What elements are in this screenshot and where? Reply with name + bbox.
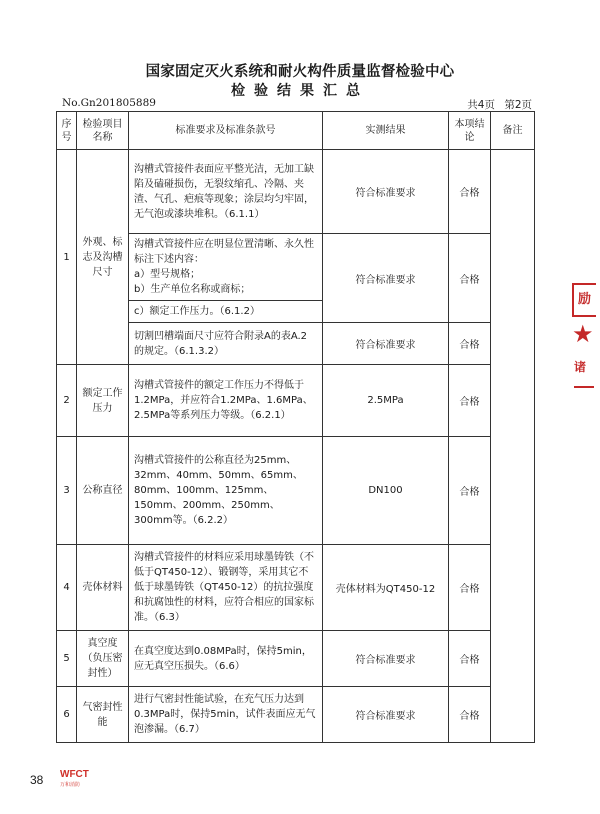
header-no: 序号: [57, 112, 77, 150]
row-requirement: 沟槽式管接件表面应平整光洁，无加工缺陷及磕碰损伤，无裂纹缩孔、冷隔、夹渣、气孔、疤痕等现象；涂层均匀牢固，无气泡或漆块堆积。（6.1.1）: [129, 150, 323, 234]
header-remark: 备注: [491, 112, 535, 150]
seal-star-icon: ★: [572, 320, 594, 348]
header-conclusion: 本项结论: [449, 112, 491, 150]
row-conclusion: 合格: [449, 150, 491, 234]
row-result: 符合标准要求: [323, 150, 449, 234]
company-logo: [60, 769, 98, 787]
row-requirement: 在真空度达到0.08MPa时，保持5min，应无真空压损失。（6.6）: [129, 631, 323, 687]
row-requirement: 沟槽式管接件的材料应采用球墨铸铁（不低于QT450-12）、锻钢等，采用其它不低于球墨铸铁（QT450-12）的抗拉强度和抗腐蚀性的材料，应符合相应的国家标准。（6.3）: [129, 545, 323, 631]
header-result: 实测结果: [323, 112, 449, 150]
page-info: 共4页 第2页: [467, 99, 532, 111]
logo-text: WFCT: [60, 769, 89, 780]
row-conclusion: 合格: [449, 687, 491, 743]
row-result: 2.5MPa: [323, 365, 449, 437]
row-no: 5: [57, 631, 77, 687]
row-requirement: 沟槽式管接件的额定工作压力不得低于1.2MPa，并应符合1.2MPa、1.6MPa、2.5MPa等系列压力等级。（6.2.1）: [129, 365, 323, 437]
req-line: 沟槽式管接件应在明显位置清晰、永久性标注下述内容：: [134, 239, 314, 265]
row-item: 外观、标志及沟槽尺寸: [77, 150, 129, 365]
row-conclusion: 合格: [449, 437, 491, 545]
row-requirement: c）额定工作压力。（6.1.2）: [129, 301, 323, 323]
row-item: 额定工作压力: [77, 365, 129, 437]
row-result: 符合标准要求: [323, 631, 449, 687]
req-line: a）型号规格；: [134, 269, 201, 280]
row-no: 4: [57, 545, 77, 631]
row-item: 真空度（负压密封性）: [77, 631, 129, 687]
table-row: [57, 545, 535, 631]
report-number: No.Gn201805889: [62, 97, 156, 109]
table-row: [57, 150, 535, 234]
table-row: [57, 234, 535, 301]
row-conclusion: 合格: [449, 545, 491, 631]
row-item: 公称直径: [77, 437, 129, 545]
row-conclusion: 合格: [449, 234, 491, 323]
remark-cell: [491, 150, 535, 743]
row-requirement: 切割凹槽端面尺寸应符合附录A的表A.2的规定。（6.1.3.2）: [129, 323, 323, 365]
row-result: 符合标准要求: [323, 323, 449, 365]
row-result: 符合标准要求: [323, 234, 449, 323]
req-line: b）生产单位名称或商标；: [134, 284, 251, 295]
table-row: [57, 437, 535, 545]
row-item: 气密封性能: [77, 687, 129, 743]
table-row: [57, 687, 535, 743]
row-conclusion: 合格: [449, 323, 491, 365]
signature-mark-bottom: 诸: [574, 358, 594, 388]
signature-mark-top: 励: [578, 292, 592, 307]
page-number: 38: [30, 773, 44, 787]
row-no: 2: [57, 365, 77, 437]
row-result: DN100: [323, 437, 449, 545]
results-table: [56, 111, 535, 743]
row-conclusion: 合格: [449, 631, 491, 687]
table-row: [57, 365, 535, 437]
row-requirement: 沟槽式管接件的公称直径为25mm、32mm、40mm、50mm、65mm、80mm、100mm、125mm、150mm、200mm、250mm、300mm等。（6.2.2）: [129, 437, 323, 545]
row-result: 符合标准要求: [323, 687, 449, 743]
row-requirement: [129, 234, 323, 301]
header-requirement: 标准要求及标准条款号: [129, 112, 323, 150]
table-row: [57, 631, 535, 687]
row-no: 1: [57, 150, 77, 365]
table-row: [57, 323, 535, 365]
row-result: 壳体材料为QT450-12: [323, 545, 449, 631]
row-no: 6: [57, 687, 77, 743]
row-no: 3: [57, 437, 77, 545]
row-requirement: 进行气密封性能试验，在充气压力达到0.3MPa时，保持5min，试件表面应无气泡渗漏。（6.7）: [129, 687, 323, 743]
row-conclusion: 合格: [449, 365, 491, 437]
row-item: 壳体材料: [77, 545, 129, 631]
logo-subtext: 万和消防: [60, 782, 81, 788]
report-title: 国家固定灭火系统和耐火构件质量监督检验中心: [145, 64, 455, 80]
table-header-row: [57, 112, 535, 150]
report-subtitle: 检验结果汇总: [231, 83, 369, 99]
header-item: 检验项目名称: [77, 112, 129, 150]
